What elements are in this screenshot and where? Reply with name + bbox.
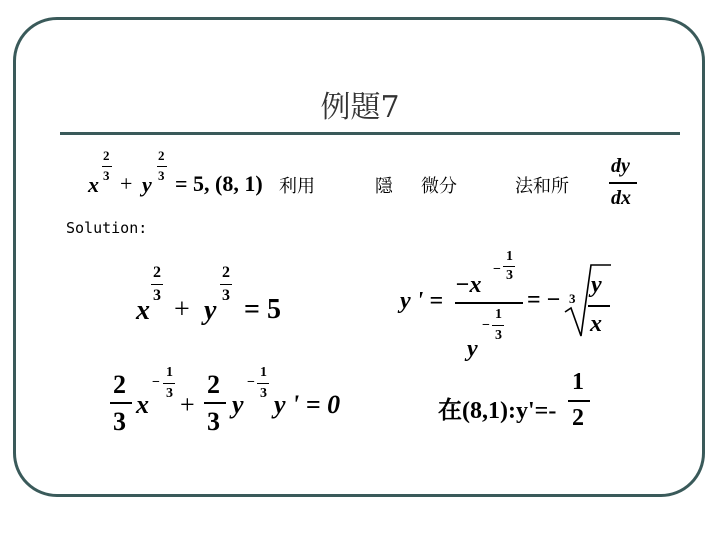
deriv-denominator: dx [611, 187, 631, 209]
problem-word-use: 利用 [279, 176, 315, 197]
slide-title: 例題7 [320, 90, 400, 125]
result-prefix: 在(8,1):y'=- [438, 398, 557, 424]
result-numerator: 1 [572, 369, 584, 395]
result-denominator: 2 [572, 405, 584, 431]
problem-word-diff: 微分 [421, 176, 457, 197]
problem-word-method: 法和所 [515, 176, 569, 197]
deriv-numerator: dy [611, 155, 630, 177]
problem-word-implicit: 隱 [375, 176, 393, 197]
title-divider [60, 132, 680, 135]
cube-root-sign [563, 262, 613, 340]
problem-equation: = 5, (8, 1) [175, 171, 263, 196]
solution-label: Solution: [66, 219, 148, 237]
